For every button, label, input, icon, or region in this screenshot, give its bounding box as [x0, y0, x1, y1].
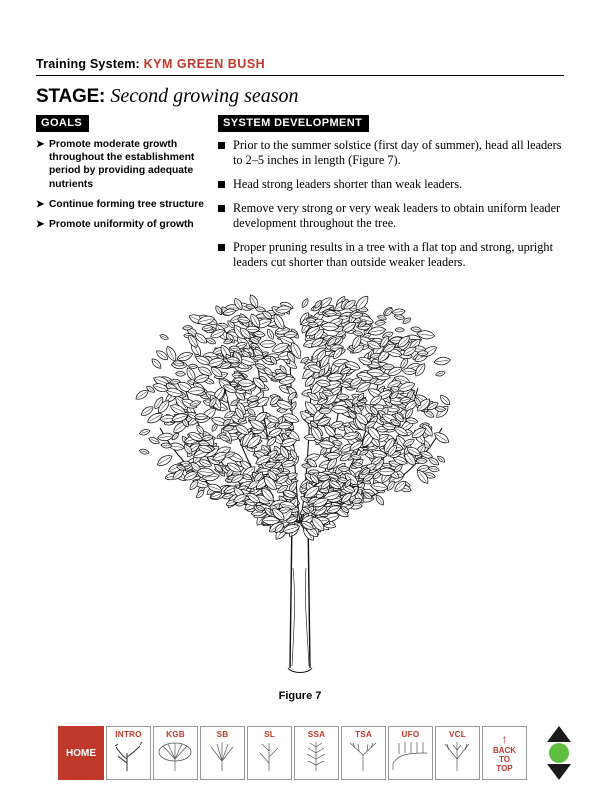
goal-text: Promote moderate growth throughout the establishment period by providing adequate nutrients: [49, 139, 195, 190]
up-arrow-icon: ↑: [501, 731, 508, 746]
square-bullet-icon: [218, 205, 225, 212]
goals-column: [36, 113, 210, 238]
stage-label: STAGE:: [36, 86, 106, 107]
previous-page-arrow-icon[interactable]: [547, 726, 571, 742]
development-text: Head strong leaders shorter than weak leaders.: [233, 177, 463, 191]
nav-item-label: TSA: [355, 730, 372, 739]
system-development-heading: SYSTEM DEVELOPMENT: [218, 115, 369, 132]
figure-caption: Figure 7: [278, 690, 322, 702]
tsa-thumb-icon: [342, 739, 385, 779]
nav-item-intro[interactable]: [106, 726, 151, 780]
back-to-top-line3: TOP: [496, 763, 513, 773]
goals-list: [36, 138, 210, 231]
development-text: Prior to the summer solstice (first day of summer), head all leaders to 2–5 inches in length (Figure 7).: [233, 138, 562, 167]
sb-thumb-icon: [201, 739, 244, 779]
nav-item-label: SB: [216, 730, 229, 739]
development-text: Proper pruning results in a tree with a flat top and strong, upright leaders cut shorter than outside weaker leaders.: [233, 240, 553, 269]
nav-item-sb[interactable]: [200, 726, 245, 780]
stage-value: Second growing season: [110, 85, 299, 107]
development-text: Remove very strong or very weak leaders to obtain uniform leader development throughout the tree.: [233, 201, 561, 230]
square-bullet-icon: [218, 181, 225, 188]
page-navigation[interactable]: [542, 726, 576, 780]
arrow-bullet-icon: ➤: [36, 139, 45, 150]
nav-item-label: VCL: [449, 730, 466, 739]
arrow-bullet-icon: ➤: [36, 219, 45, 231]
arrow-bullet-icon: ➤: [36, 198, 45, 210]
tree-foliage-icon: [0, 268, 600, 688]
square-bullet-icon: [218, 244, 225, 251]
back-to-top-button[interactable]: [482, 726, 527, 780]
ufo-thumb-icon: [389, 739, 432, 779]
square-bullet-icon: [218, 142, 225, 149]
stage-line: [36, 83, 564, 108]
ssa-thumb-icon: [295, 739, 338, 779]
goal-text: Continue forming tree structure: [49, 198, 205, 210]
tree-figure: [0, 268, 600, 688]
next-page-arrow-icon[interactable]: [547, 764, 571, 780]
training-system-name: KYM GREEN BUSH: [143, 57, 266, 71]
goal-text: Promote uniformity of growth: [49, 219, 194, 231]
bottom-navigation-bar[interactable]: [58, 726, 527, 780]
nav-item-label: SSA: [307, 730, 326, 739]
sl-thumb-icon: [248, 739, 291, 779]
system-development-list: [218, 138, 564, 270]
header-divider: [36, 75, 564, 76]
nav-item-ufo[interactable]: [388, 726, 433, 780]
list-item: [218, 177, 564, 192]
training-system-label: Training System:: [36, 57, 140, 71]
nav-item-label: INTRO: [115, 730, 142, 739]
list-item: [36, 138, 210, 191]
back-to-top-line2: TO: [499, 754, 510, 764]
list-item: [218, 240, 564, 270]
nav-item-label: SL: [264, 730, 275, 739]
list-item: [36, 198, 210, 211]
page-indicator-dot[interactable]: [549, 743, 569, 763]
list-item: [218, 201, 564, 231]
vcl-thumb-icon: [436, 739, 479, 779]
nav-home-button[interactable]: HOME: [58, 726, 104, 780]
list-item: [218, 138, 564, 168]
back-to-top-line1: BACK: [492, 745, 517, 755]
nav-item-tsa[interactable]: [341, 726, 386, 780]
intro-thumb-icon: [107, 739, 150, 779]
nav-item-label: UFO: [401, 730, 420, 739]
page-header: [36, 57, 564, 108]
nav-item-sl[interactable]: [247, 726, 292, 780]
nav-item-label: KGB: [166, 730, 185, 739]
list-item: [36, 218, 210, 231]
goals-heading: GOALS: [36, 115, 89, 132]
nav-item-ssa[interactable]: [294, 726, 339, 780]
kgb-thumb-icon: [154, 739, 197, 779]
training-system-line: [36, 57, 564, 74]
nav-item-vcl[interactable]: [435, 726, 480, 780]
nav-item-kgb[interactable]: [153, 726, 198, 780]
system-development-column: [218, 113, 564, 279]
